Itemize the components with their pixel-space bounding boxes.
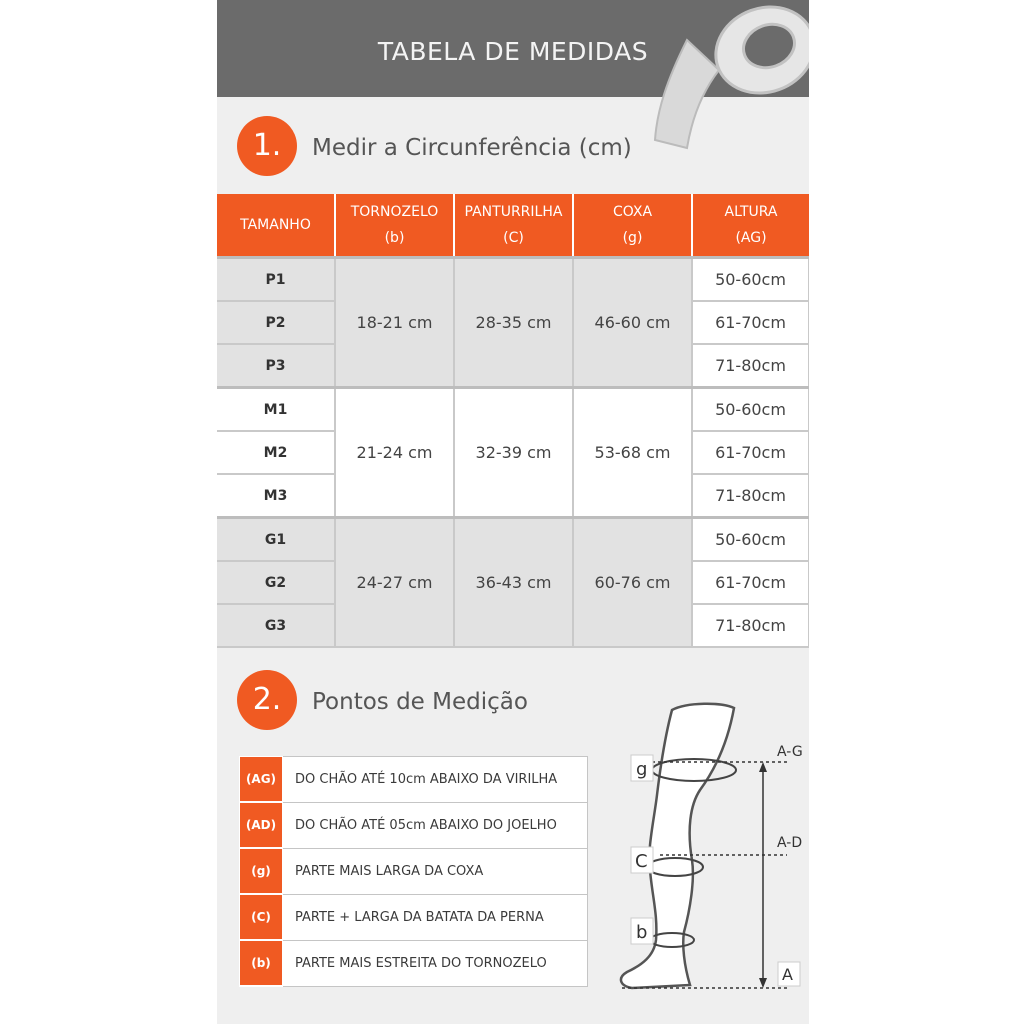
arrow-down-head [759,978,767,988]
altura-cell: 50-60cm [692,518,809,562]
size-cell: G1 [217,518,335,562]
table-row [217,258,809,302]
label-a: A [782,965,793,984]
point-code: (C) [240,894,283,940]
panturrilha-cell: 36-43 cm [454,518,573,648]
point-code: (AG) [240,757,283,803]
point-desc: PARTE MAIS LARGA DA COXA [283,848,588,894]
point-code: (AD) [240,802,283,848]
panturrilha-cell: 32-39 cm [454,388,573,518]
point-desc: DO CHÃO ATÉ 10cm ABAIXO DA VIRILHA [283,757,588,803]
section-2-title: Pontos de Medição [312,689,528,715]
size-cell: P1 [217,258,335,302]
coxa-cell: 53-68 cm [573,388,692,518]
size-cell: M1 [217,388,335,432]
altura-cell: 61-70cm [692,301,809,344]
measuring-tape-icon [647,0,809,150]
step-1-badge: 1. [237,116,297,176]
altura-cell: 71-80cm [692,604,809,647]
table-row [217,388,809,432]
point-desc: PARTE MAIS ESTREITA DO TORNOZELO [283,940,588,986]
step-2-badge: 2. [237,670,297,730]
arrow-up-head [759,762,767,772]
page-title: TABELA DE MEDIDAS [377,37,649,66]
list-item [240,848,588,894]
altura-cell: 61-70cm [692,431,809,474]
label-ag: A-G [777,744,803,760]
label-b: b [636,922,648,943]
size-cell: G3 [217,604,335,647]
altura-cell: 50-60cm [692,388,809,432]
label-ad: A-D [777,835,803,851]
size-cell: M3 [217,474,335,518]
label-g: g [636,759,648,780]
table-header-row [217,194,809,258]
tornozelo-cell: 18-21 cm [335,258,454,388]
size-cell: P2 [217,301,335,344]
leg-outline [621,704,734,988]
col-header-altura: ALTURA (AG) [692,194,809,258]
list-item [240,940,588,986]
table-row [217,518,809,562]
point-desc: DO CHÃO ATÉ 05cm ABAIXO DO JOELHO [283,802,588,848]
altura-cell: 71-80cm [692,474,809,518]
altura-cell: 61-70cm [692,561,809,604]
altura-cell: 50-60cm [692,258,809,302]
list-item [240,802,588,848]
point-desc: PARTE + LARGA DA BATATA DA PERNA [283,894,588,940]
coxa-cell: 60-76 cm [573,518,692,648]
col-header-panturrilha: PANTURRILHA (C) [454,194,573,258]
coxa-cell: 46-60 cm [573,258,692,388]
size-cell: P3 [217,344,335,388]
list-item [240,757,588,803]
point-code: (b) [240,940,283,986]
measurement-points-table [239,756,588,987]
size-cell: G2 [217,561,335,604]
panturrilha-cell: 28-35 cm [454,258,573,388]
size-table [217,194,809,648]
tornozelo-cell: 24-27 cm [335,518,454,648]
col-header-coxa: COXA (g) [573,194,692,258]
leg-measurement-diagram [612,700,809,1000]
col-header-tornozelo: TORNOZELO (b) [335,194,454,258]
label-c: C [635,851,648,872]
altura-cell: 71-80cm [692,344,809,388]
size-cell: M2 [217,431,335,474]
list-item [240,894,588,940]
col-header-tamanho: TAMANHO [217,194,335,258]
size-chart-card [217,0,809,1024]
point-code: (g) [240,848,283,894]
tornozelo-cell: 21-24 cm [335,388,454,518]
section-1-title: Medir a Circunferência (cm) [312,135,632,161]
